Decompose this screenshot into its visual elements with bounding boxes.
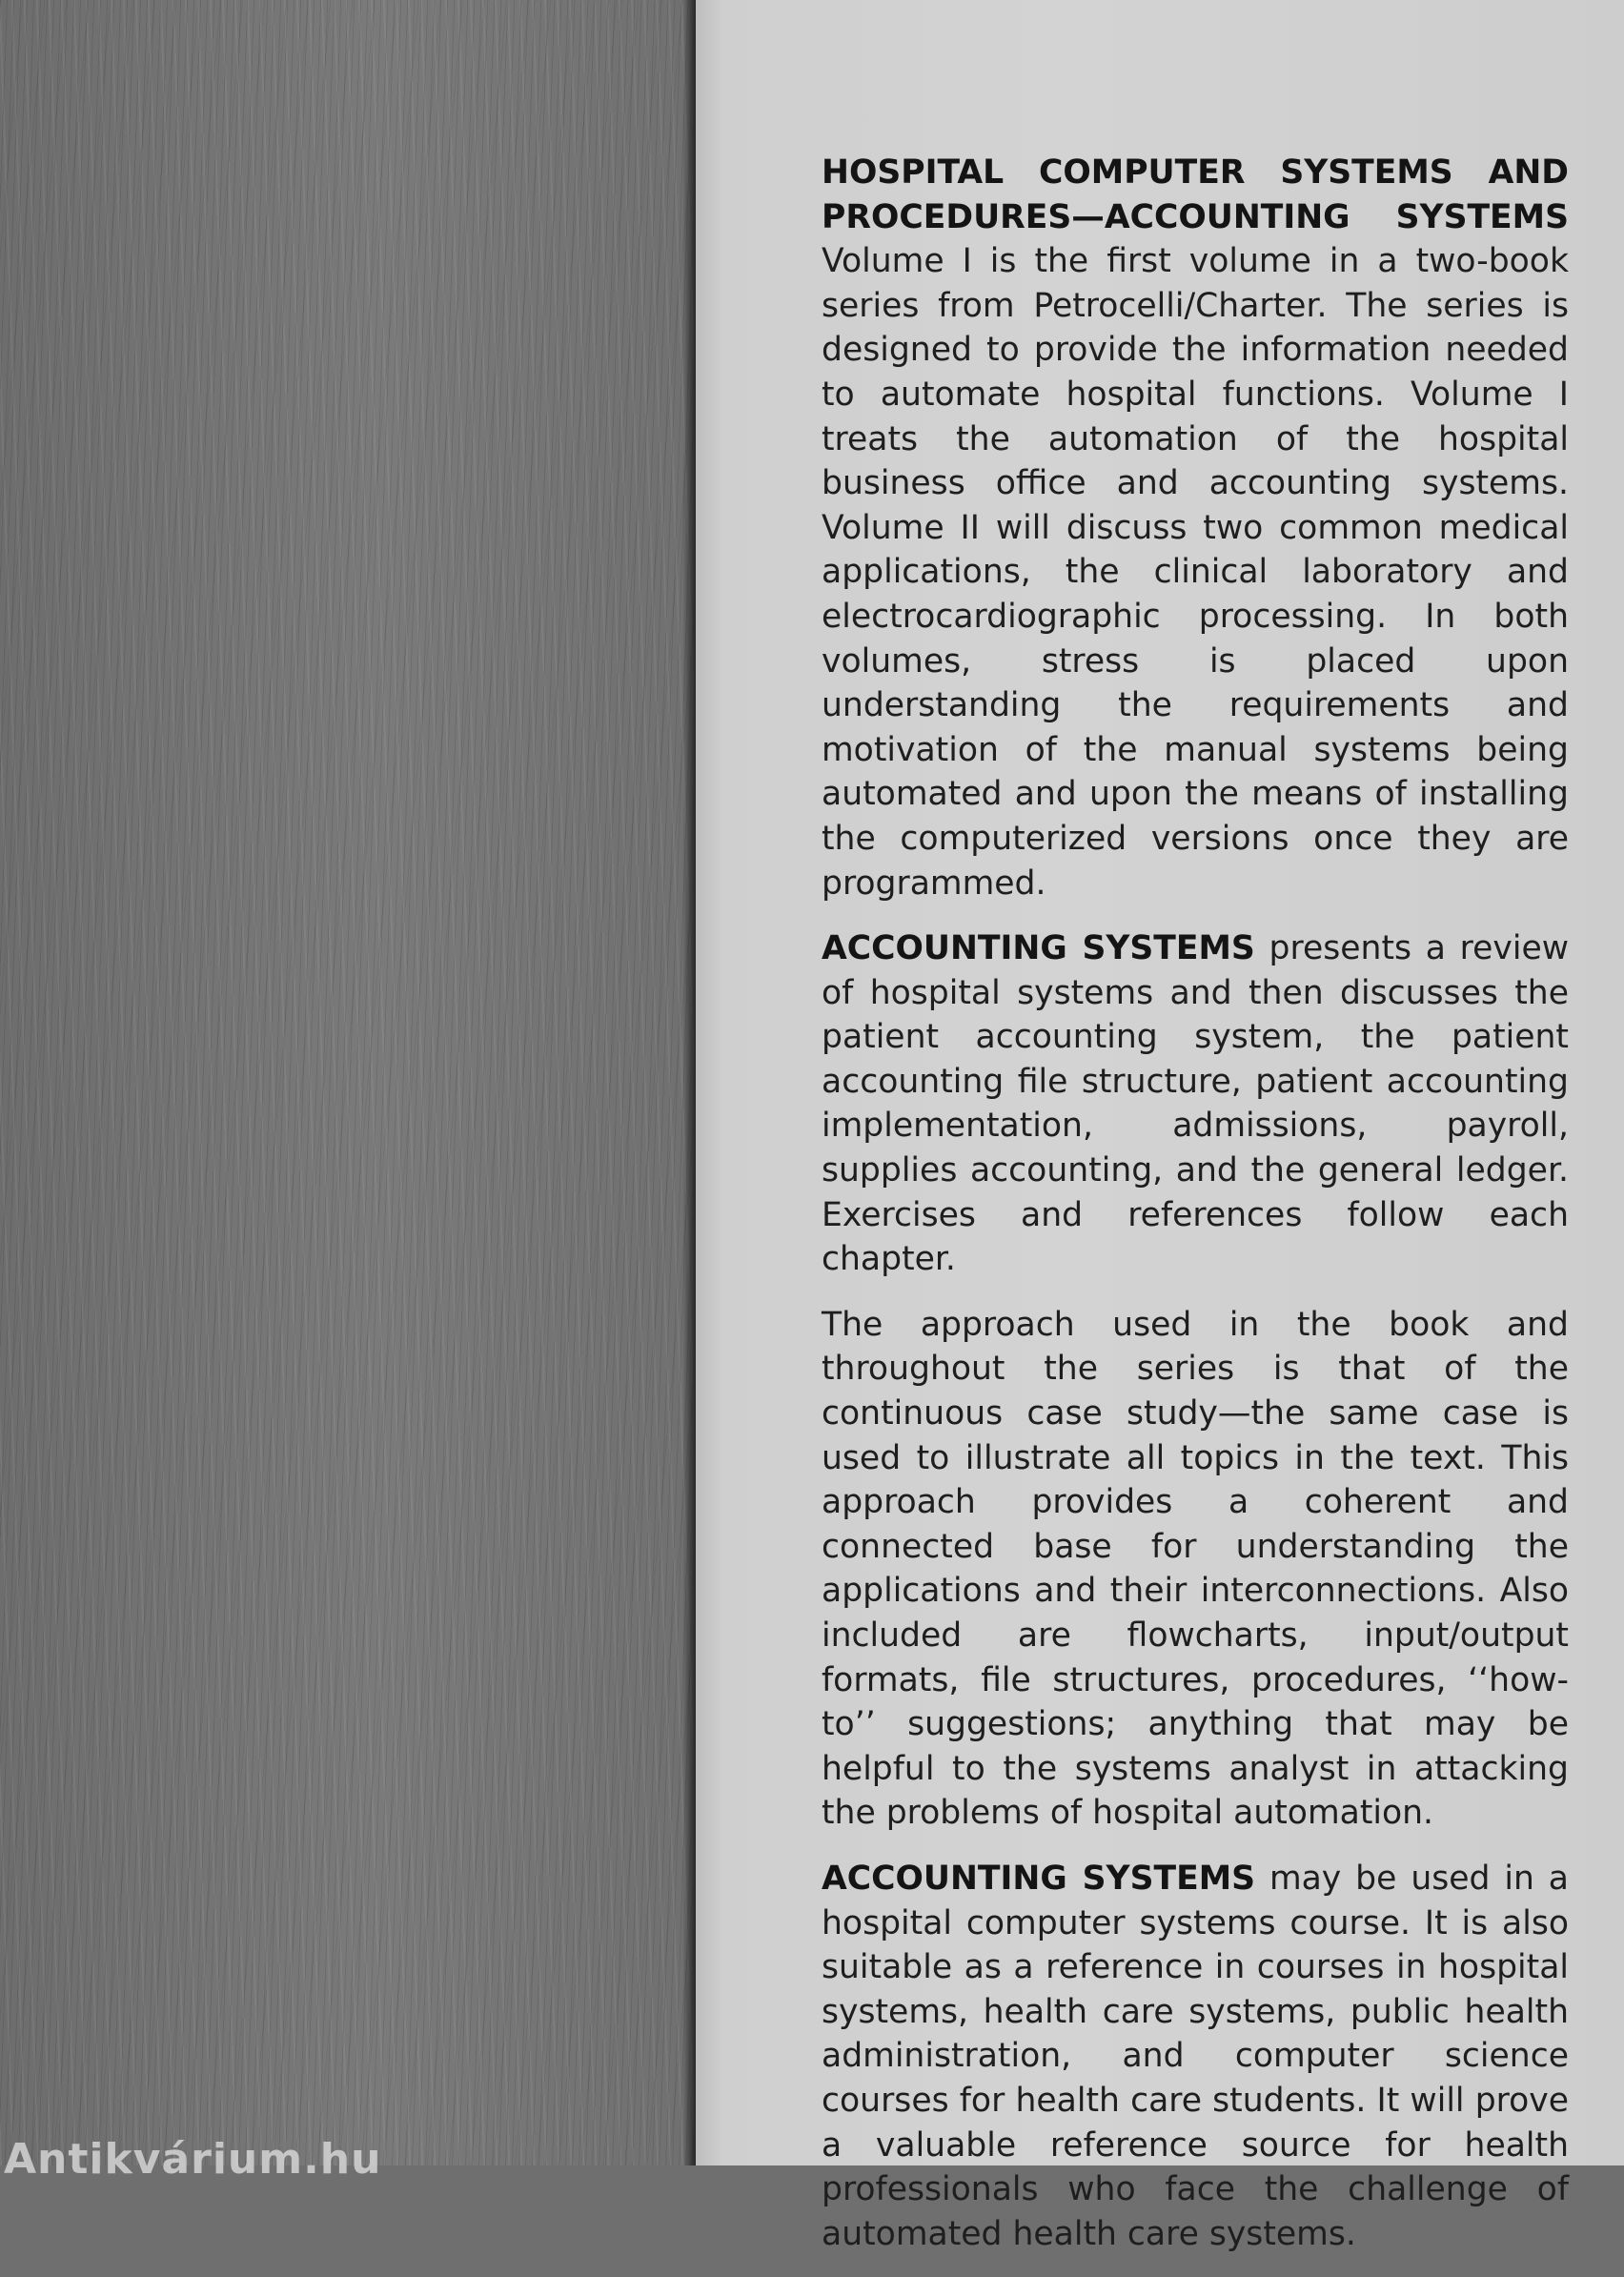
- paragraph-body: presents a review of hospital systems and then discusses the patient accounting system, the patient accounting file structure, patient accounting implementation, admissions, payroll, supplies accounting, and the general ledger. Exercises and references follow each chapter.: [822, 929, 1569, 1279]
- cover-edge-shadow: [682, 0, 696, 2165]
- book-cover-board: [0, 0, 694, 2165]
- paragraph-body: may be used in a hospital computer systems course. It is also suitable as a reference in courses in hospital systems, health care systems, public health administration, and computer science courses for health care students. It will prove a valuable reference source for health professionals who face the challenge of automated health care systems.: [822, 1859, 1569, 2253]
- flap-description: [822, 151, 1569, 2277]
- watermark-text: Antikvárium.hu: [4, 2135, 382, 2184]
- paragraph-lead-title: ACCOUNTING SYSTEMS: [822, 929, 1255, 968]
- paragraph-lead-title: HOSPITAL COMPUTER SYSTEMS AND PROCEDURES—ACCOUNTING SYSTEMS: [822, 153, 1569, 236]
- flap-paragraph-1: [822, 151, 1569, 905]
- paragraph-lead-title: ACCOUNTING SYSTEMS: [822, 1859, 1256, 1898]
- flap-paragraph-4: [822, 1857, 1569, 2256]
- paragraph-body: The approach used in the book and throughout the series is that of the continuous case study—the same case is used to illustrate all topics in the text. This approach provides a coherent and connected base for understanding the applications and their interconnections. Also included are flowcharts, input/output formats, file structures, procedures, ‘‘how-to’’ suggestions; anything that may be helpful to the systems analyst in attacking the problems of hospital automation.: [822, 1305, 1569, 1833]
- flap-paragraph-3: [822, 1303, 1569, 1836]
- jacket-flap-page: [696, 0, 1624, 2253]
- paragraph-body: Volume I is the first volume in a two-book series from Petrocelli/Charter. The series is designed to provide the information needed to automate hospital functions. Volume I treats the automation of the hospital business office and accounting systems. Volume II will discuss two common medical applications, the clinical laboratory and electrocardiographic processing. In both volumes, stress is placed upon understanding the requirements and motivation of the manual systems being automated and upon the means of installing the computerized versions once they are programmed.: [822, 242, 1569, 903]
- flap-paragraph-2: [822, 926, 1569, 1282]
